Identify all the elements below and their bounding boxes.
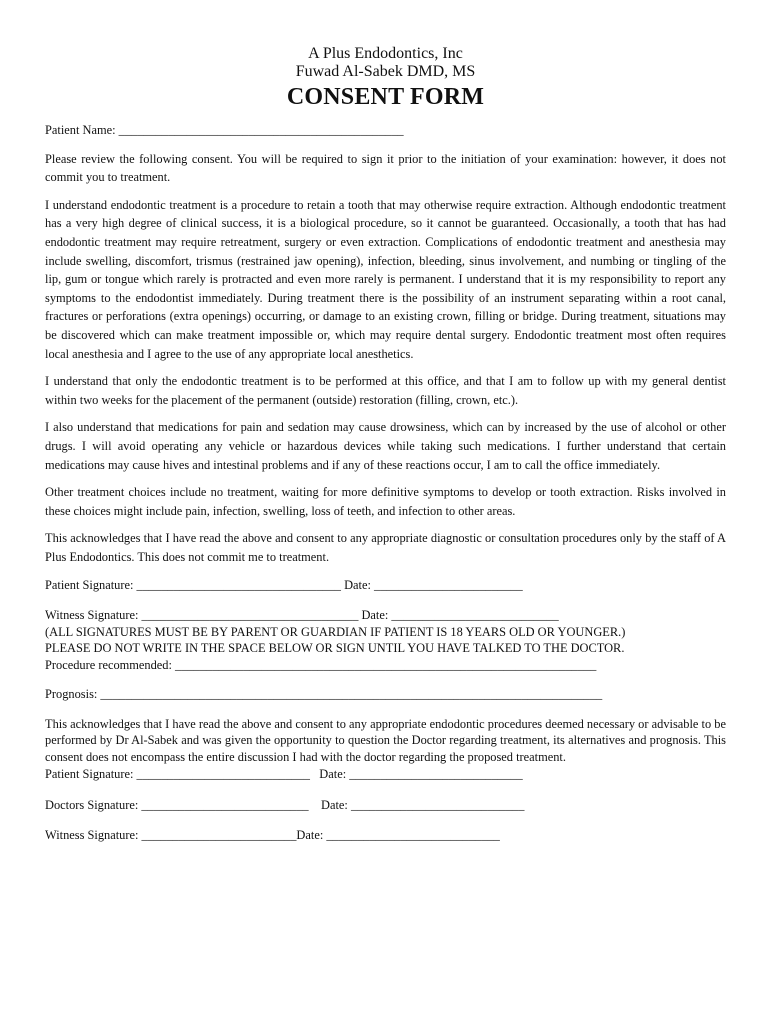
consent-paragraph-treatment: I understand endodontic treatment is a procedure to retain a tooth that may otherwise require extraction. Although endodontic treatment has a very high degree of clinical success, it is a biological procedure, so it cannot be guaranteed. Occasionally, a tooth that has had endodontic treatment may require retreatment, surgery or even extraction. Complications of endodontic treatment and anesthesia may include swelling, discomfort, trismus (restrained jaw opening), infection, bleeding, sinus involvement, and numbing or tingling of the lip, gum or tongue which rarely is protracted and even more rarely is permanent. I understand that it is my responsibility to report any symptoms to the endodontist immediately. During treatment there is the possibility of an instrument separating within a root canal, fractures or perforations (extra openings) occurring, or damage to an existing crown, filling or bridge. During treatment, situations may be discovered which can make treatment impossible or, which may require dental surgery. Endodontic treatment most often requires local anesthesia and I agree to the use of any appropriate local anesthetics. xyxy=(45,197,726,361)
witness-signature-field[interactable]: Witness Signature: ___________________________________ Date: ___________________________ xyxy=(45,608,559,623)
prognosis-field[interactable]: Prognosis: _________________________________________________________________________________ xyxy=(45,687,603,702)
guardian-notice: (ALL SIGNATURES MUST BE BY PARENT OR GUARDIAN IF PATIENT IS 18 YEARS OLD OR YOUNGER.) xyxy=(45,624,626,639)
patient-signature-field[interactable]: Patient Signature: _________________________________ Date: ________________________ xyxy=(45,578,523,593)
intro-paragraph: Please review the following consent. You will be required to sign it prior to the initiation of your examination: however, it does not commit you to treatment. xyxy=(45,151,726,185)
endodontic-consent-paragraph: This acknowledges that I have read the above and consent to any appropriate endodontic procedures deemed necessary or advisable to be performed by Dr Al-Sabek and was given the opportunity to question the Doctor regarding treatment, its alternatives and prognosis. This consent does not encompass the entire discussion I had with the doctor regarding the proposed treatment. xyxy=(45,716,726,765)
doctor-signature-field[interactable]: Doctors Signature: ___________________________ Date: ____________________________ xyxy=(45,797,525,812)
consent-paragraph-alternatives: Other treatment choices include no treatment, waiting for more definitive symptoms to develop or tooth extraction. Risks involved in these choices might include pain, infection, swelling, loss of teeth, and infection to other areas. xyxy=(45,485,726,518)
patient-name-field[interactable]: Patient Name: ______________________________________________ xyxy=(45,123,404,137)
doctor-notice: PLEASE DO NOT WRITE IN THE SPACE BELOW OR SIGN UNTIL YOU HAVE TALKED TO THE DOCTOR. xyxy=(45,641,625,656)
consent-paragraph-acknowledgement: This acknowledges that I have read the above and consent to any appropriate diagnostic or consultation procedures only by the staff of A Plus Endodontics. This does not commit me to treatment. xyxy=(45,531,726,564)
patient-signature-field-2[interactable]: Patient Signature: ____________________________ Date: ____________________________ xyxy=(45,767,523,782)
consent-paragraph-medications: I also understand that medications for pain and sedation may cause drowsiness, which can by increased by the use of alcohol or other drugs. I will avoid operating any vehicle or hazardous devices while taking such medications. I further understand that certain medications may cause hives and intestinal problems and if any of these reactions occur, I am to call the office immediately. xyxy=(45,420,726,472)
consent-paragraph-follow-up: I understand that only the endodontic treatment is to be performed at this office, and that I am to follow up with my general dentist within two weeks for the placement of the permanent (outside) restoration (filling, crown, etc.). xyxy=(45,374,726,407)
procedure-recommended-field[interactable]: Procedure recommended: ____________________________________________________________________ xyxy=(45,657,597,672)
consent-form-page xyxy=(45,45,726,844)
practice-name: A Plus Endodontics, Inc xyxy=(308,45,463,62)
signature-section-1 xyxy=(45,576,726,703)
doctor-name: Fuwad Al-Sabek DMD, MS xyxy=(295,63,476,80)
signature-section-2 xyxy=(45,766,726,844)
witness-signature-field-2[interactable]: Witness Signature: _________________________Date: ____________________________ xyxy=(45,828,500,843)
form-title: CONSENT FORM xyxy=(286,84,485,110)
